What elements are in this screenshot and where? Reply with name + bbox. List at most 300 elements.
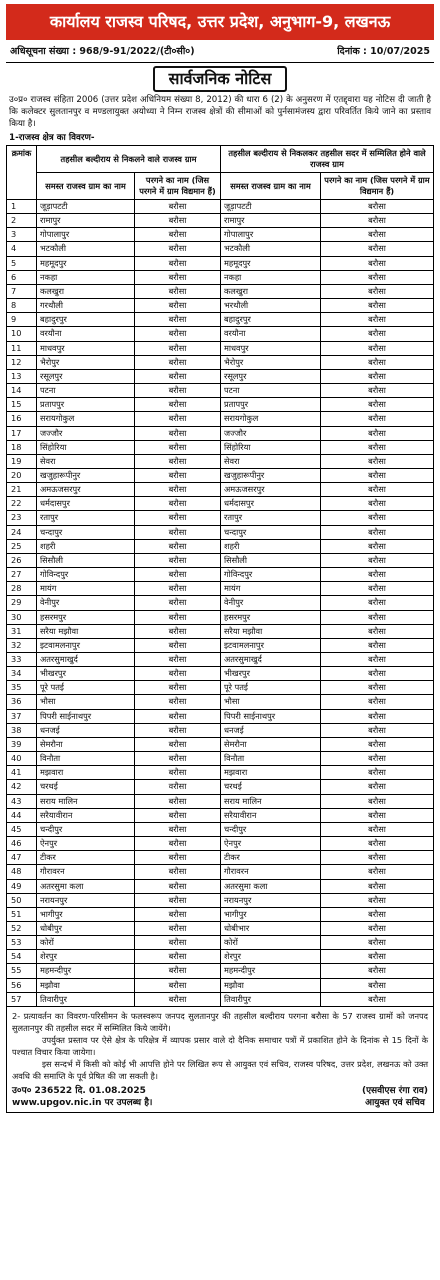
serial-cell: 7 [7,284,37,298]
notification-date: दिनांक : 10/07/2025 [337,46,430,57]
village-cell: सरैयावीरान [37,808,135,822]
pargana-merged-cell: बरौसा [321,553,434,567]
table-row [7,369,434,383]
village-merged-cell: भरथौली [221,299,321,313]
village-merged-cell: अतरसुमाखुर्द [221,653,321,667]
village-merged-cell: भीखरपुर [221,667,321,681]
pargana-cell: बरौसा [135,907,221,921]
pargana-merged-cell: बरौसा [321,497,434,511]
header-pargana-left: परगने का नाम (जिस परगने में ग्राम विद्यमान हैं) [135,173,221,200]
pargana-merged-cell: बरौसा [321,695,434,709]
pargana-cell: बरौसा [135,695,221,709]
village-merged-cell: महमूदपुर [221,256,321,270]
pargana-cell: बरौसा [135,398,221,412]
village-merged-cell: गोपालापुर [221,228,321,242]
table-row [7,341,434,355]
village-merged-cell: कोरों [221,936,321,950]
village-table [6,145,434,1007]
notice-title-wrap [6,66,434,92]
pargana-cell: बरौसा [135,638,221,652]
serial-cell: 12 [7,355,37,369]
serial-cell: 25 [7,539,37,553]
pargana-merged-cell: बरौसा [321,808,434,822]
table-row [7,582,434,596]
serial-cell: 22 [7,497,37,511]
village-cell: धोबीपुर [37,921,135,935]
pargana-cell: बरौसा [135,737,221,751]
pargana-cell: बरौसा [135,426,221,440]
pargana-cell: बरौसा [135,992,221,1006]
village-cell: नकहा [37,270,135,284]
table-row [7,568,434,582]
serial-cell: 34 [7,667,37,681]
village-cell: धनजई [37,723,135,737]
village-merged-cell: जज्जौर [221,426,321,440]
village-cell: बहादुरपुर [37,313,135,327]
serial-cell: 42 [7,780,37,794]
pargana-cell: बरौसा [135,284,221,298]
serial-cell: 46 [7,837,37,851]
pargana-merged-cell: बरौसा [321,582,434,596]
village-merged-cell: पटना [221,384,321,398]
serial-cell: 20 [7,468,37,482]
village-merged-cell: रतापुर [221,511,321,525]
reference-number: उ०प० 236522 दि. 01.08.2025 [12,1085,146,1096]
pargana-cell: बरौसा [135,723,221,737]
serial-cell: 31 [7,624,37,638]
village-cell: ऐनपुर [37,837,135,851]
pargana-merged-cell: बरौसा [321,384,434,398]
serial-cell: 45 [7,822,37,836]
village-cell: वरयौना [37,327,135,341]
village-cell: रामापुर [37,214,135,228]
serial-cell: 29 [7,596,37,610]
pargana-cell: बरौसा [135,667,221,681]
table-row [7,200,434,214]
village-merged-cell: मझवारा [221,766,321,780]
table-row [7,653,434,667]
pargana-merged-cell: बरौसा [321,667,434,681]
pargana-merged-cell: बरौसा [321,468,434,482]
table-row [7,879,434,893]
table-row [7,978,434,992]
village-cell: तिवारीपुर [37,992,135,1006]
table-row [7,964,434,978]
village-cell: रतापुर [37,511,135,525]
header-village-right: समस्त राजस्व ग्राम का नाम [221,173,321,200]
village-cell: सरैया मझौवा [37,624,135,638]
village-merged-cell: गौरावरन [221,865,321,879]
pargana-cell: बरौसा [135,568,221,582]
pargana-cell: बरौसा [135,369,221,383]
pargana-cell: बरौसा [135,200,221,214]
serial-cell: 21 [7,483,37,497]
pargana-cell: बरौसा [135,384,221,398]
pargana-cell: बरौसा [135,341,221,355]
serial-cell: 56 [7,978,37,992]
pargana-cell: बरौसा [135,936,221,950]
serial-cell: 47 [7,851,37,865]
serial-cell: 8 [7,299,37,313]
office-title: कार्यालय राजस्व परिषद, उत्तर प्रदेश, अनुभाग-9, लखनऊ [6,4,434,40]
pargana-merged-cell: बरौसा [321,865,434,879]
pargana-merged-cell: बरौसा [321,851,434,865]
pargana-merged-cell: बरौसा [321,355,434,369]
village-cell: धर्मदासपुर [37,497,135,511]
serial-cell: 19 [7,454,37,468]
pargana-cell: बरौसा [135,610,221,624]
pargana-merged-cell: बरौसा [321,242,434,256]
table-row [7,242,434,256]
village-merged-cell: शहरी [221,539,321,553]
table-row [7,483,434,497]
village-cell: भागीपुर [37,907,135,921]
serial-cell: 48 [7,865,37,879]
pargana-merged-cell: बरौसा [321,907,434,921]
pargana-merged-cell: बरौसा [321,893,434,907]
pargana-cell: बरौसा [135,624,221,638]
table-row [7,893,434,907]
serial-cell: 51 [7,907,37,921]
serial-cell: 44 [7,808,37,822]
pargana-merged-cell: बरौसा [321,709,434,723]
village-merged-cell: पूरे पतई [221,681,321,695]
pargana-merged-cell: बरौसा [321,256,434,270]
village-cell: मायंग [37,582,135,596]
pargana-cell: बरौसा [135,228,221,242]
table-row [7,780,434,794]
pargana-cell: बरौसा [135,553,221,567]
table-row [7,936,434,950]
signatory-name: (एसवीएस रंगा राव) [361,1085,428,1096]
signatory [362,1085,428,1109]
notice-title: सार्वजनिक नोटिस [153,66,288,92]
serial-cell: 9 [7,313,37,327]
pargana-cell: बरौसा [135,468,221,482]
table-row [7,299,434,313]
table-row [7,950,434,964]
footer-para-3: इस सन्दर्भ में किसी को कोई भी आपत्ति होने पर लिखित रूप से आयुक्त एवं सचिव, राजस्व परिषद, उत्तर प्रदेश, लखनऊ को उक्त अवधि की समाप्ति के पूर्व प्रेषित की जा सकती है। [12,1058,428,1081]
notification-meta [6,42,434,63]
pargana-cell: बरौसा [135,256,221,270]
serial-cell: 37 [7,709,37,723]
footer-para-1: 2- प्रत्यावर्तन का विवरण-परिसीमन के फलस्वरूप जनपद सुलतानपुर की तहसील बल्दीराय परगना बरौसा के 57 राजस्व ग्रामों को जनपद सुलतानपुर की तहसील सदर में सम्मिलित किये जायेंगे। [12,1010,428,1033]
table-row [7,921,434,935]
serial-cell: 26 [7,553,37,567]
village-cell: पूरे पतई [37,681,135,695]
footer-box [6,1007,434,1113]
village-merged-cell: प्रतापपुर [221,398,321,412]
serial-cell: 5 [7,256,37,270]
table-row [7,667,434,681]
section-label: 1-राजस्व क्षेत्र का विवरण- [9,133,95,143]
serial-cell: 18 [7,440,37,454]
pargana-merged-cell: बरौसा [321,638,434,652]
pargana-merged-cell: बरौसा [321,936,434,950]
village-cell: पिपरी साईनाथपुर [37,709,135,723]
village-merged-cell: महमन्दीपुर [221,964,321,978]
village-cell: गोपालापुर [37,228,135,242]
village-merged-cell: तिवारीपुर [221,992,321,1006]
village-merged-cell: धनजई [221,723,321,737]
table-row [7,426,434,440]
table-row [7,992,434,1006]
village-merged-cell: माधवपुर [221,341,321,355]
village-merged-cell: सेवरा [221,454,321,468]
table-row [7,468,434,482]
village-cell: सरायगोकुल [37,412,135,426]
pargana-cell: बरौसा [135,752,221,766]
village-merged-cell: रामापुर [221,214,321,228]
pargana-merged-cell: बरौसा [321,837,434,851]
village-merged-cell: सेमरौना [221,737,321,751]
village-cell: प्रतापपुर [37,398,135,412]
pargana-cell: बरौसा [135,964,221,978]
pargana-cell: बरौसा [135,921,221,935]
pargana-merged-cell: बरौसा [321,879,434,893]
serial-cell: 50 [7,893,37,907]
table-row [7,256,434,270]
village-merged-cell: सिसौली [221,553,321,567]
village-cell: कलखुरा [37,284,135,298]
pargana-merged-cell: बरौसा [321,737,434,751]
serial-cell: 36 [7,695,37,709]
pargana-merged-cell: बरौसा [321,752,434,766]
serial-cell: 23 [7,511,37,525]
village-merged-cell: खजुहारूपीनुर [221,468,321,482]
pargana-cell: बरौसा [135,681,221,695]
village-cell: महमूदपुर [37,256,135,270]
pargana-cell: बरौसा [135,440,221,454]
pargana-merged-cell: बरौसा [321,483,434,497]
village-cell: मझौवा [37,978,135,992]
pargana-merged-cell: बरौसा [321,313,434,327]
village-cell: गोविन्दपुर [37,568,135,582]
pargana-cell: बरौसा [135,766,221,780]
notification-number: अधिसूचना संख्या : 968/9-91/2022/(टी०सी०) [10,46,195,57]
pargana-merged-cell: बरौसा [321,964,434,978]
village-cell: सेवरा [37,454,135,468]
serial-cell: 39 [7,737,37,751]
signature-row [12,1085,428,1109]
village-merged-cell: हसरमपुर [221,610,321,624]
pargana-merged-cell: बरौसा [321,539,434,553]
pargana-merged-cell: बरौसा [321,978,434,992]
table-row [7,907,434,921]
pargana-merged-cell: बरौसा [321,327,434,341]
village-cell: टीकर [37,851,135,865]
table-row [7,412,434,426]
pargana-cell: बरौसा [135,511,221,525]
pargana-merged-cell: बरौसा [321,780,434,794]
table-row [7,497,434,511]
pargana-merged-cell: बरौसा [321,214,434,228]
pargana-cell: बरौसा [135,808,221,822]
pargana-cell: बरौसा [135,851,221,865]
village-cell: माधवपुर [37,341,135,355]
pargana-cell: बरौसा [135,327,221,341]
serial-cell: 30 [7,610,37,624]
table-row [7,737,434,751]
village-merged-cell: सराय मालिन [221,794,321,808]
village-merged-cell: गोविन्दपुर [221,568,321,582]
pargana-merged-cell: बरौसा [321,921,434,935]
serial-cell: 28 [7,582,37,596]
village-cell: भौसा [37,695,135,709]
pargana-merged-cell: बरौसा [321,426,434,440]
serial-cell: 52 [7,921,37,935]
village-merged-cell: भौसा [221,695,321,709]
village-merged-cell: नकहा [221,270,321,284]
table-row [7,440,434,454]
village-cell: जूड़ापटटी [37,200,135,214]
village-merged-cell: वरयौना [221,327,321,341]
village-merged-cell: ऐनपुर [221,837,321,851]
pargana-cell: बरौसा [135,242,221,256]
table-row [7,228,434,242]
pargana-merged-cell: बरौसा [321,596,434,610]
serial-cell: 43 [7,794,37,808]
village-cell: चरथई [37,780,135,794]
table-row [7,553,434,567]
table-row [7,766,434,780]
pargana-merged-cell: बरौसा [321,723,434,737]
pargana-merged-cell: बरौसा [321,299,434,313]
serial-cell: 6 [7,270,37,284]
pargana-merged-cell: बरौसा [321,454,434,468]
village-cell: भटकौली [37,242,135,256]
table-row [7,851,434,865]
table-row [7,454,434,468]
village-cell: मझवारा [37,766,135,780]
village-cell: जज्जौर [37,426,135,440]
pargana-cell: बरौसा [135,596,221,610]
serial-cell: 41 [7,766,37,780]
pargana-merged-cell: बरौसा [321,950,434,964]
village-cell: गौरावरन [37,865,135,879]
village-cell: शेरपुर [37,950,135,964]
table-row [7,808,434,822]
signatory-title: आयुक्त एवं सचिव [365,1097,425,1108]
footer-para-2: उपर्युक्त प्रस्ताव पर ऐसे क्षेत्र के परिक्षेत्र में व्यापक प्रसार वाले दो दैनिक समाचार पत्रों में प्रकाशित होने के दिनांक से 15 दिनों के पश्चात विचार किया जायेगा। [12,1034,428,1057]
pargana-cell: बरौसा [135,794,221,808]
serial-cell: 1 [7,200,37,214]
village-merged-cell: सरैयावीरान [221,808,321,822]
pargana-cell: बरौसा [135,454,221,468]
table-row [7,313,434,327]
pargana-merged-cell: बरौसा [321,822,434,836]
header-village-left: समस्त राजस्व ग्राम का नाम [37,173,135,200]
table-row [7,539,434,553]
village-cell: इटवामलनापुर [37,638,135,652]
pargana-cell: बरौसा [135,412,221,426]
pargana-merged-cell: बरौसा [321,369,434,383]
village-cell: अतरसुमा कला [37,879,135,893]
pargana-cell: वरौसा [135,780,221,794]
serial-cell: 13 [7,369,37,383]
pargana-cell: बरौसा [135,893,221,907]
village-merged-cell: मायंग [221,582,321,596]
village-cell: चन्दीपुर [37,822,135,836]
serial-cell: 2 [7,214,37,228]
serial-cell: 32 [7,638,37,652]
table-row [7,355,434,369]
serial-cell: 49 [7,879,37,893]
village-cell: रसूलपुर [37,369,135,383]
village-merged-cell: कलखुरा [221,284,321,298]
table-row [7,398,434,412]
village-cell: भैरोपुर [37,355,135,369]
village-cell: वेनीपुर [37,596,135,610]
pargana-merged-cell: बरौसा [321,440,434,454]
serial-cell: 40 [7,752,37,766]
pargana-merged-cell: बरौसा [321,681,434,695]
village-merged-cell: मझौवा [221,978,321,992]
serial-cell: 54 [7,950,37,964]
table-row [7,723,434,737]
website-note: www.upgov.nic.in पर उपलब्ध है। [12,1097,153,1108]
table-row [7,270,434,284]
pargana-merged-cell: बरौसा [321,228,434,242]
village-merged-cell: इटवामलनापुर [221,638,321,652]
village-merged-cell: भैरोपुर [221,355,321,369]
serial-cell: 33 [7,653,37,667]
pargana-cell: बरौसा [135,879,221,893]
footer-left [12,1085,152,1109]
village-merged-cell: टीकर [221,851,321,865]
table-row [7,214,434,228]
serial-cell: 53 [7,936,37,950]
pargana-merged-cell: बरौसा [321,284,434,298]
serial-cell: 15 [7,398,37,412]
serial-cell: 27 [7,568,37,582]
table-row [7,525,434,539]
pargana-merged-cell: बरौसा [321,511,434,525]
serial-cell: 3 [7,228,37,242]
pargana-cell: बरौसा [135,582,221,596]
village-cell: विनौता [37,752,135,766]
pargana-cell: बरौसा [135,653,221,667]
pargana-cell: बरौसा [135,865,221,879]
pargana-cell: बरौसा [135,355,221,369]
table-row [7,638,434,652]
village-cell: खजुहारूपीनुर [37,468,135,482]
pargana-merged-cell: बरौसा [321,412,434,426]
pargana-cell: बरौसा [135,978,221,992]
table-body [7,200,434,1007]
pargana-merged-cell: बरौसा [321,610,434,624]
village-cell: सिसौली [37,553,135,567]
table-row [7,837,434,851]
pargana-cell: बरौसा [135,483,221,497]
pargana-cell: बरौसा [135,822,221,836]
village-cell: शहरी [37,539,135,553]
village-merged-cell: अमऊजसरपुर [221,483,321,497]
table-row [7,681,434,695]
pargana-cell: बरौसा [135,950,221,964]
table-row [7,822,434,836]
serial-cell: 14 [7,384,37,398]
serial-cell: 16 [7,412,37,426]
serial-cell: 38 [7,723,37,737]
table-row [7,752,434,766]
intro-paragraph: उ०प्र० राजस्व संहिता 2006 (उत्तर प्रदेश अधिनियम संख्या 8, 2012) की धारा 6 (2) के अनुसरण में एतद्द्वारा यह नोटिस दी जाती है कि कलेक्टर सुलतानपुर व मण्डलायुक्त अयोध्या ने निम्न राजस्व क्षेत्रों की सीमाओं को पुर्नसामंजस्य द्वारा परिवर्तित किये जाने का प्रस्ताव किया है। [9,95,431,129]
header-group-left: तहसील बल्दीराय से निकलने वाले राजस्व ग्राम [37,146,221,173]
pargana-cell: बरौसा [135,709,221,723]
village-merged-cell: पिपरी साईनाथपुर [221,709,321,723]
village-cell: सिंहोरिया [37,440,135,454]
table-row [7,384,434,398]
